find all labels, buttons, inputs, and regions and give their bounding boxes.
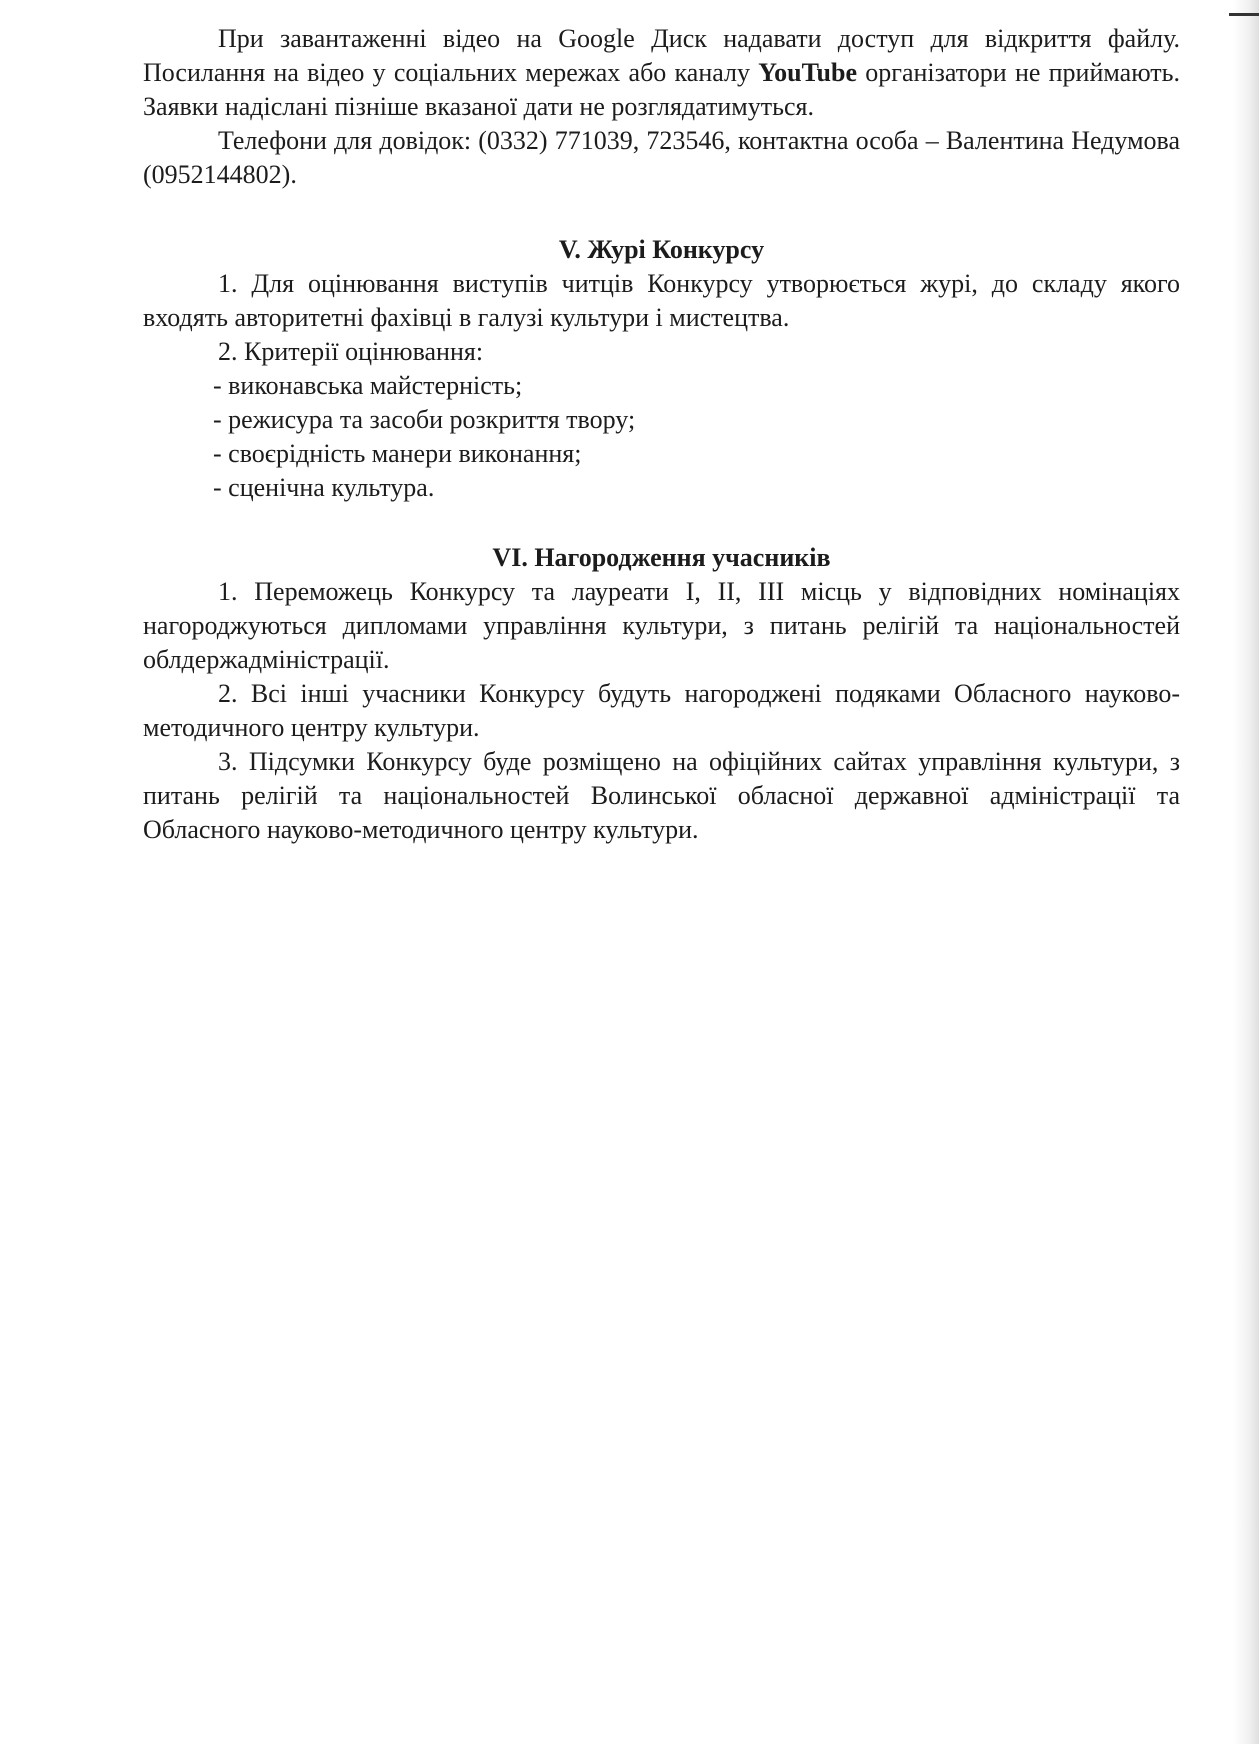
youtube-bold-text: YouTube bbox=[758, 58, 858, 87]
section-6-paragraph-3: 3. Підсумки Конкурсу буде розміщено на офіційних сайтах управління культури, з питань релігій та національностей Волинської обласної державної адміністрації та Обласного науково-методичного центру культури. bbox=[143, 747, 1180, 844]
intro-paragraph-phones: Телефони для довідок: (0332) 771039, 723546, контактна особа – Валентина Недумова (0952144802). bbox=[143, 126, 1180, 189]
section-5-title: V. Журі Конкурсу bbox=[558, 235, 765, 264]
criteria-item: - виконавська майстерність; bbox=[213, 371, 523, 400]
section-6-paragraph-1: 1. Переможець Конкурсу та лауреати І, ІІ, ІІІ місць у відповідних номінаціях нагороджуються дипломами управління культури, з питань релігій та національностей облдержадміністрації. bbox=[143, 577, 1180, 674]
scan-corner-mark bbox=[1229, 13, 1259, 16]
intro-paragraph-upload bbox=[143, 22, 1180, 124]
document-body bbox=[143, 22, 1180, 847]
section-6-paragraph-2: 2. Всі інші учасники Конкурсу будуть нагороджені подяками Обласного науково-методичного центру культури. bbox=[143, 679, 1180, 742]
section-5-paragraph-2: 2. Критерії оцінювання: bbox=[218, 337, 484, 366]
section-6-title: VI. Нагородження учасників bbox=[492, 543, 831, 572]
intro-text-end: організатори не приймають. Заявки надіслані пізніше вказаної дати не розглядатимуться. bbox=[143, 58, 1181, 121]
spacer bbox=[143, 505, 1180, 541]
spacer bbox=[143, 192, 1180, 233]
criteria-item: - своєрідність манери виконання; bbox=[213, 439, 582, 468]
section-5-paragraph-1: 1. Для оцінювання виступів читців Конкурсу утворюється журі, до складу якого входять авторитетні фахівці в галузі культури і мистецтва. bbox=[143, 269, 1180, 332]
criteria-item: - сценічна культура. bbox=[213, 473, 435, 502]
criteria-item: - режисура та засоби розкриття твору; bbox=[213, 405, 636, 434]
scan-edge-shadow bbox=[1233, 0, 1259, 1744]
intro-text: При завантаженні відео на Google Диск надавати доступ для відкриття файлу. Посилання на відео у соціальних мережах або каналу bbox=[143, 24, 1180, 87]
